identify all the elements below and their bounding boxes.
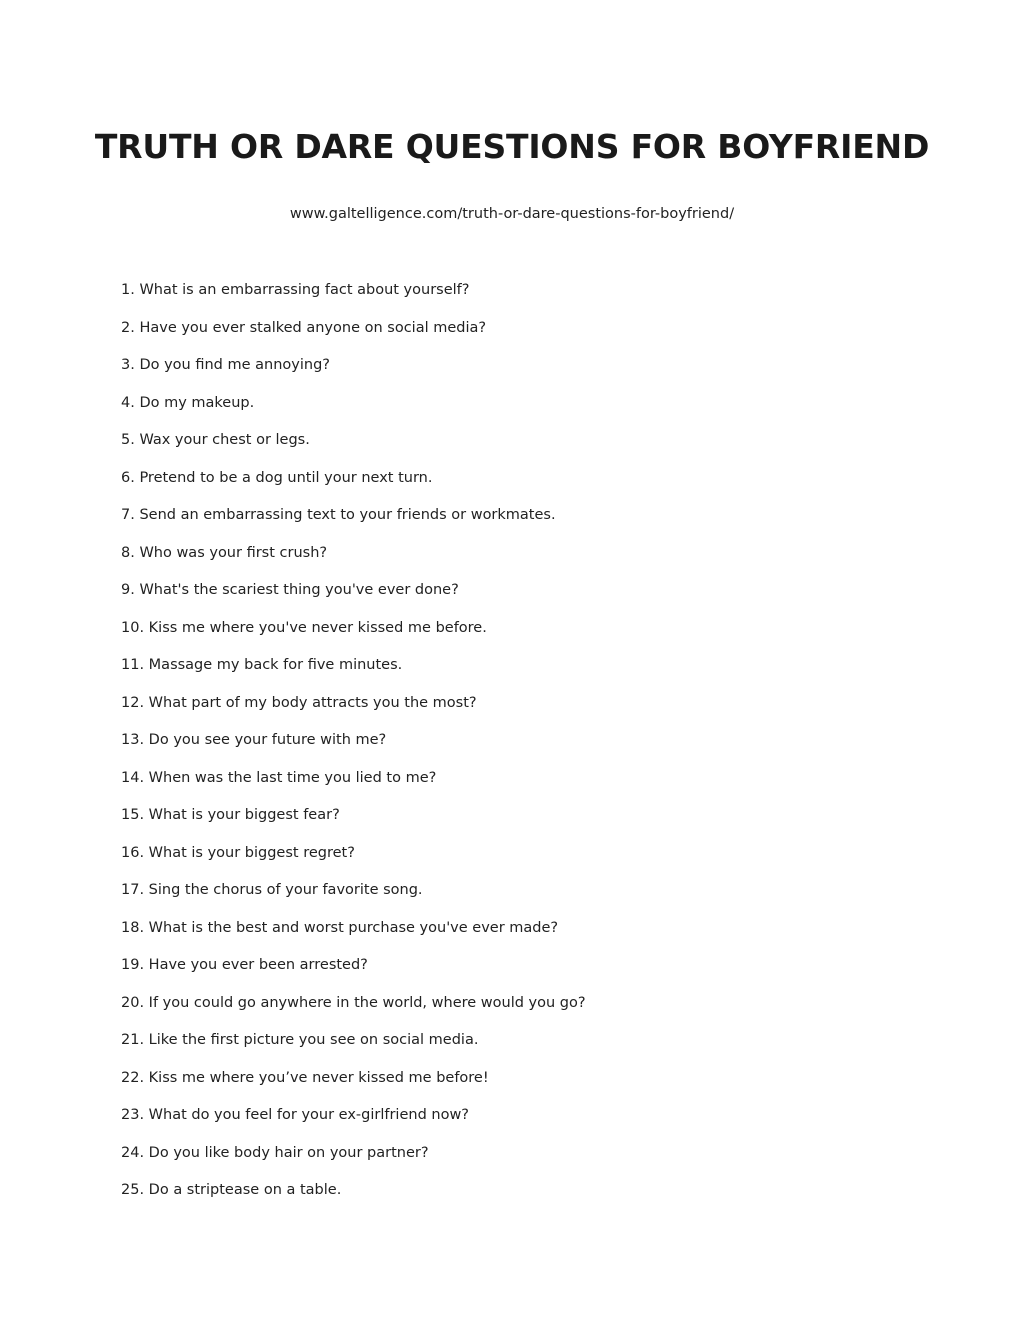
list-item: 22. Kiss me where you’ve never kissed me before! xyxy=(121,1069,489,1086)
question-list xyxy=(121,279,586,1217)
list-item: 10. Kiss me where you've never kissed me before. xyxy=(121,619,487,636)
source-url: www.galtelligence.com/truth-or-dare-questions-for-boyfriend/ xyxy=(289,206,735,222)
list-item: 19. Have you ever been arrested? xyxy=(121,957,368,973)
list-item: 20. If you could go anywhere in the world, where would you go? xyxy=(121,994,586,1011)
list-item: 12. What part of my body attracts you the most? xyxy=(121,694,477,711)
list-item: 23. What do you feel for your ex-girlfriend now? xyxy=(121,1107,469,1123)
list-item: 6. Pretend to be a dog until your next turn. xyxy=(121,469,433,486)
list-item: 18. What is the best and worst purchase you've ever made? xyxy=(121,919,559,936)
list-item: 8. Who was your first crush? xyxy=(121,544,328,561)
page-title: TRUTH OR DARE QUESTIONS FOR BOYFRIEND xyxy=(94,127,930,166)
list-item: 11. Massage my back for five minutes. xyxy=(121,657,403,673)
list-item: 17. Sing the chorus of your favorite song. xyxy=(121,882,423,898)
list-item: 5. Wax your chest or legs. xyxy=(121,432,310,448)
list-item: 25. Do a striptease on a table. xyxy=(121,1182,342,1198)
list-item: 1. What is an embarrassing fact about yourself? xyxy=(121,282,470,298)
list-item: 7. Send an embarrassing text to your friends or workmates. xyxy=(121,507,556,523)
list-item: 3. Do you find me annoying? xyxy=(121,357,330,373)
list-item: 24. Do you like body hair on your partner? xyxy=(121,1144,429,1161)
list-item: 2. Have you ever stalked anyone on social media? xyxy=(121,319,487,336)
list-item: 9. What's the scariest thing you've ever done? xyxy=(121,582,459,598)
list-item: 13. Do you see your future with me? xyxy=(121,732,387,748)
list-item: 14. When was the last time you lied to me? xyxy=(121,769,437,786)
list-item: 4. Do my makeup. xyxy=(121,394,255,411)
list-item: 21. Like the first picture you see on social media. xyxy=(121,1032,479,1048)
list-item: 16. What is your biggest regret? xyxy=(121,844,355,861)
list-item: 15. What is your biggest fear? xyxy=(121,807,340,823)
